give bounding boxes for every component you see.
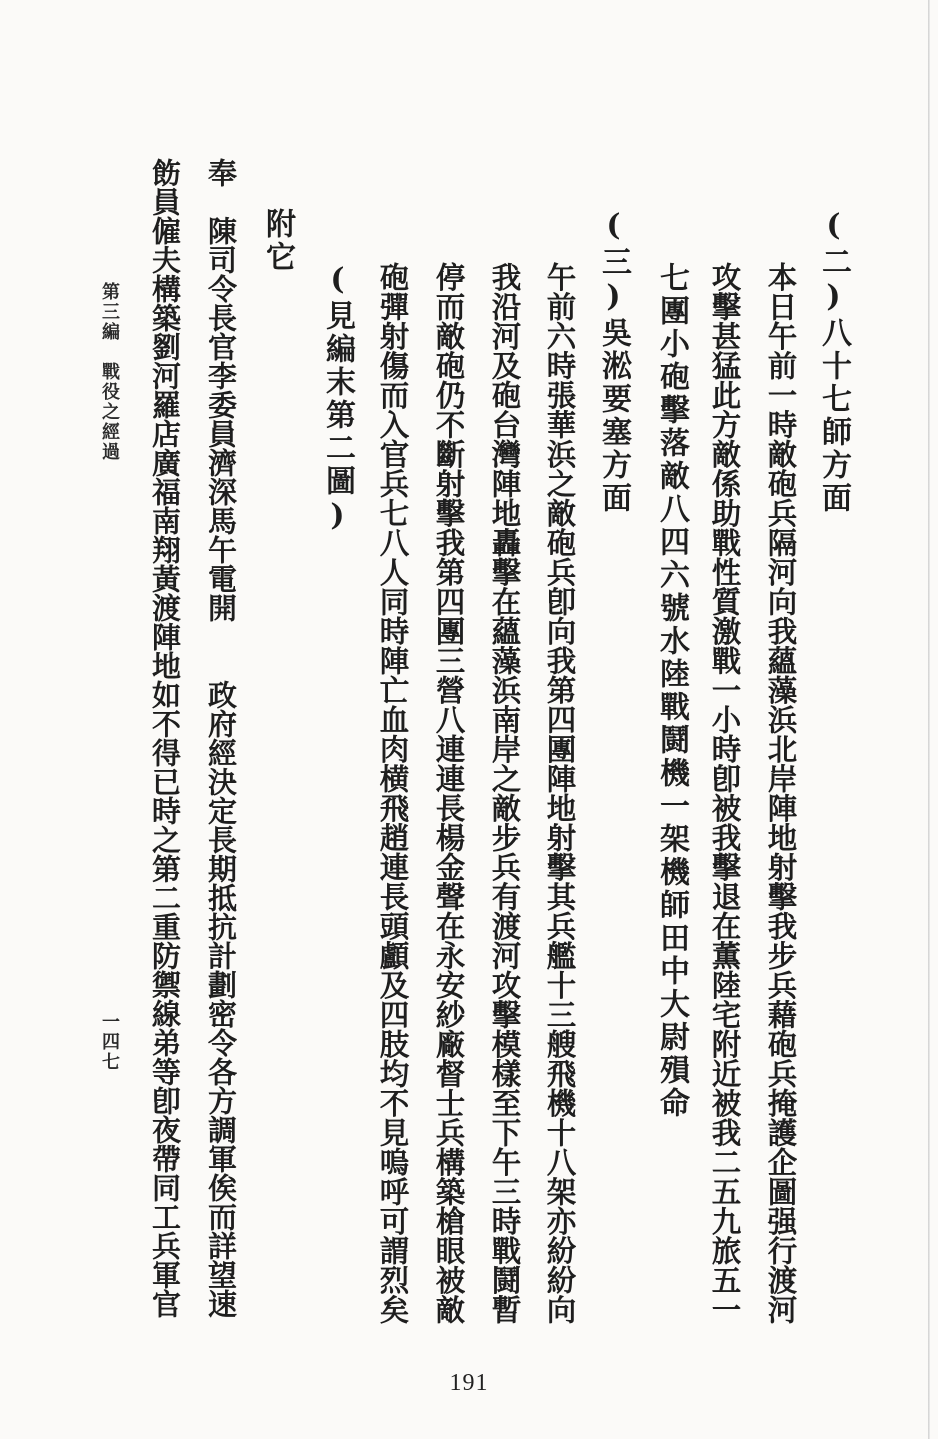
text-line: 本日午前一時敵砲兵隔河向我蘊藻浜北岸陣地射擊我步兵藉砲兵掩護企圖强行渡河 [763,262,799,1324]
text-line: 攻擊甚猛此方敵係助戰性質激戰一小時卽被我擊退在薫陸宅附近被我二五九旅五一 [707,262,743,1324]
page-number: 191 [449,1370,489,1396]
folio-text: 一四七 [99,1012,120,1072]
section-heading-wusong-fortress: (三)吳淞要塞方面 [596,208,631,515]
text-column-12 [204,158,238,1318]
text-column-10 [320,262,355,536]
section-heading-87th-division: (二)八十七師方面 [816,208,851,515]
text-line: 停而敵砲仍不斷射擊我第四團三營八連連長楊金聲在永安紗廠督士兵構築槍眼被敵 [431,262,467,1324]
text-column-9 [375,262,411,1324]
text-column-6 [542,262,578,1324]
text-column-4 [654,262,689,1120]
telegram-text-line: 奉 陳司令長官李委員濟深馬午電開 政府經決定長期抵抗計劃密令各方調軍俟而詳望速 [204,158,238,1318]
text-line: 七團小砲擊落敵八四六號水陸戰鬪機一架機師田中大尉殞命 [654,262,689,1120]
text-column-1 [816,208,851,515]
folio [100,1012,118,1072]
text-column-3 [707,262,743,1324]
telegram-text-line: 飭員僱夫構築劉河羅店廣福南翔黃渡陣地如不得已時之第二重防禦線弟等卽夜帶同工兵軍官 [148,158,182,1318]
text-line: 我沿河及砲台灣陣地轟擊在蘊藻浜南岸之敵步兵有渡河攻擊模樣至下午三時戰鬪暫 [487,262,523,1324]
text-line: 砲彈射傷而入官兵七八人同時陣亡血肉横飛趙連長頭顱及四肢均不見嗚呼可謂烈矣 [375,262,411,1324]
figure-reference: (見編末第二圖) [320,262,355,536]
text-line: 午前六時張華浜之敵砲兵卽向我第四團陣地射擊其兵艦十三艘飛機十八架亦紛紛向 [542,262,578,1324]
appendix-heading: 附它 [260,208,295,274]
text-column-8 [431,262,467,1324]
text-column-2 [763,262,799,1324]
running-head-text: 第三編 戰役之經過 [99,282,120,462]
text-column-5 [596,208,631,515]
text-column-13 [148,158,182,1318]
text-column-11 [260,208,295,274]
text-column-7 [487,262,523,1324]
page-edge-shadow [928,0,930,1439]
running-head [100,282,118,462]
